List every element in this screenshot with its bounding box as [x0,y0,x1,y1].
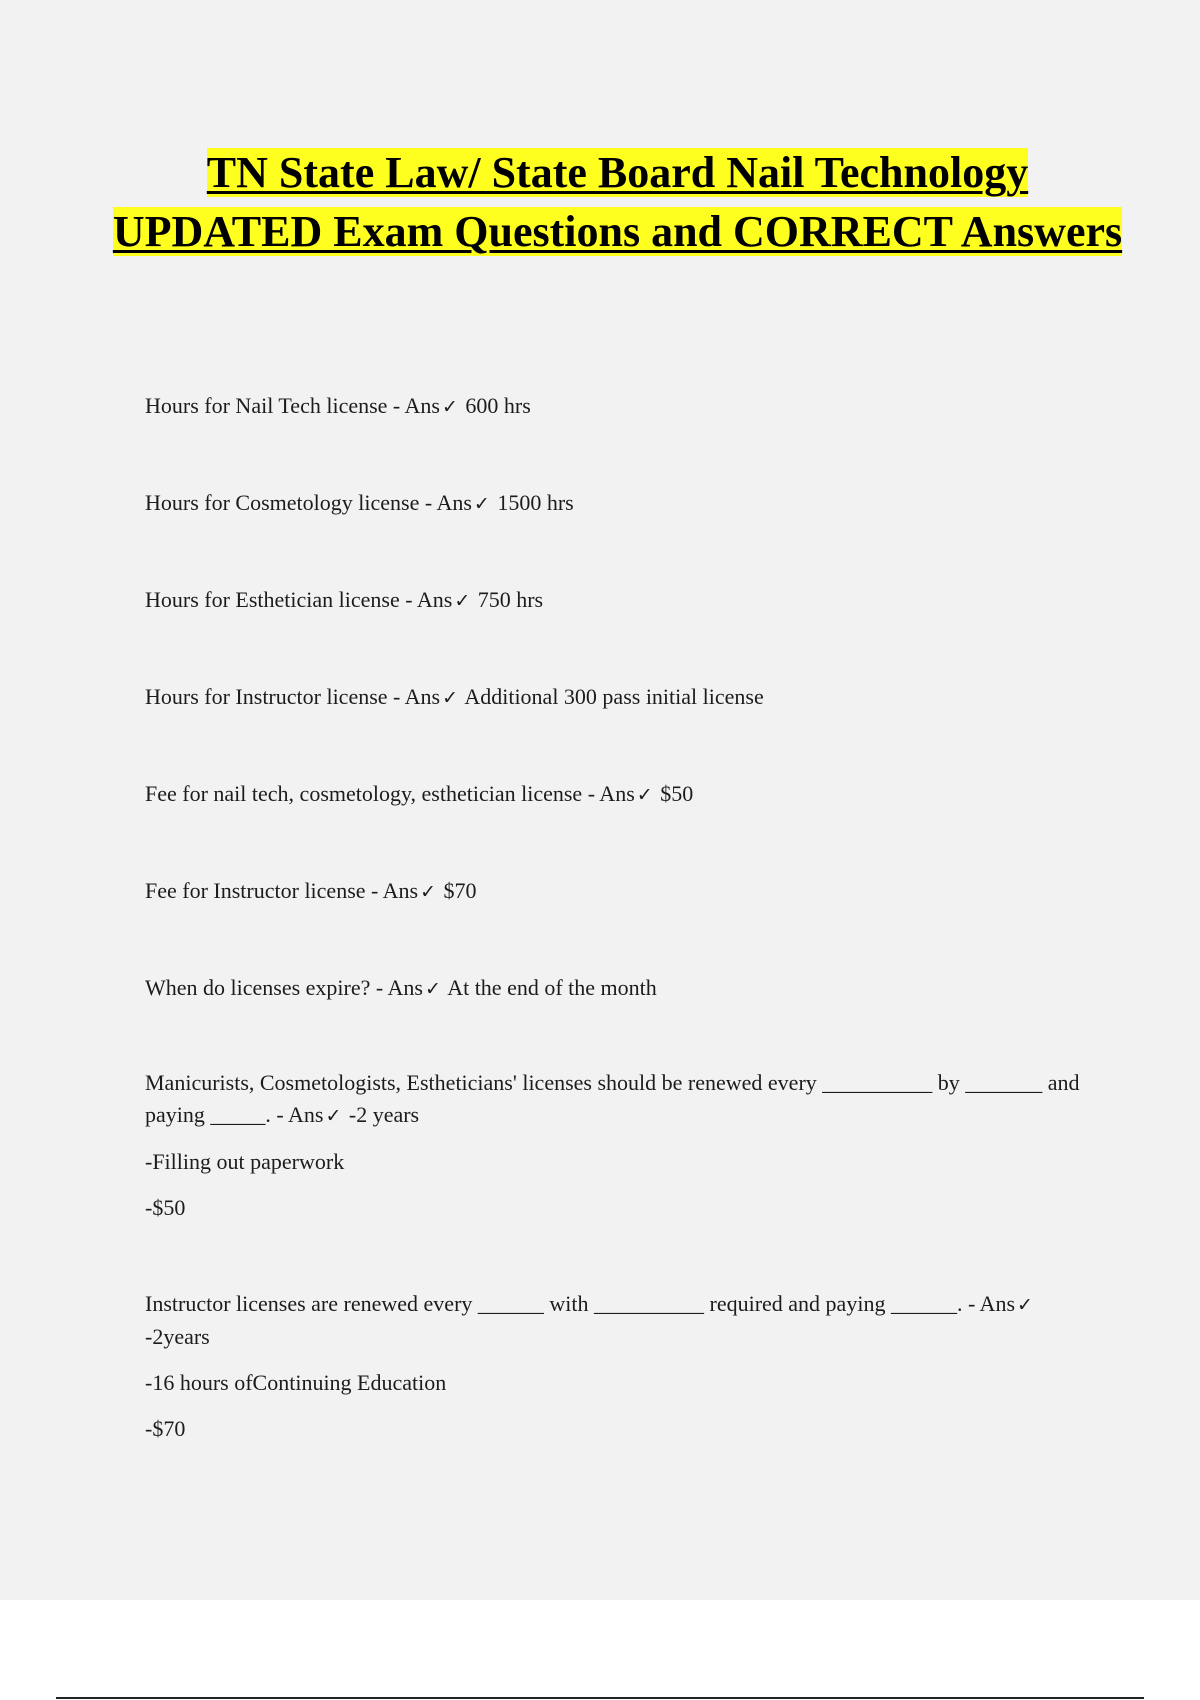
qa-item-license-expiry [145,972,1085,1005]
question-text: Hours for Esthetician license - Ans [145,587,453,612]
answer-text: At the end of the month [447,975,657,1000]
answer-extra-line: -16 hours ofContinuing Education [145,1370,447,1395]
answer-extra-line: -$70 [145,1416,186,1441]
footer-divider [56,1697,1144,1699]
checkmark-icon: ✓ [454,590,471,612]
checkmark-icon: ✓ [636,784,653,806]
title-block [100,143,1135,261]
answer-extra-line: -Filling out paperwork [145,1149,345,1174]
answer-text: -2 years [348,1102,420,1127]
question-text: Hours for Instructor license - Ans [145,684,441,709]
qa-line [145,487,1085,520]
answer-text: 750 hrs [477,587,544,612]
qa-item-esthetician-hours [145,584,1085,617]
qa-line [145,1067,1085,1132]
checkmark-icon: ✓ [424,978,441,1000]
checkmark-icon: ✓ [325,1105,342,1127]
question-text: When do licenses expire? - Ans [145,975,423,1000]
question-text: Fee for Instructor license - Ans [145,878,419,903]
qa-line [145,972,1085,1005]
qa-line [145,778,1085,811]
question-text: Hours for Nail Tech license - Ans [145,393,440,418]
answer-text: 600 hrs [465,393,531,418]
qa-line [145,390,1085,423]
answer-text: -2years [145,1324,210,1349]
answer-text: $50 [660,781,694,806]
qa-item-instructor-renewal [145,1288,1085,1445]
qa-line [145,584,1085,617]
question-text: Manicurists, Cosmetologists, Estheticians' licenses should be renewed every __________ by _______ and paying _____. - Ans [145,1070,1080,1127]
qa-item-license-fee [145,778,1085,811]
question-text: Hours for Cosmetology license - Ans [145,490,472,515]
answer-text: 1500 hrs [497,490,574,515]
document-title [100,143,1135,261]
checkmark-icon: ✓ [441,396,458,418]
qa-item-instructor-fee [145,875,1085,908]
checkmark-icon: ✓ [442,687,459,709]
checkmark-icon: ✓ [420,881,437,903]
checkmark-icon: ✓ [473,493,490,515]
question-text: Fee for nail tech, cosmetology, esthetician license - Ans [145,781,635,806]
qa-line [145,681,1085,714]
qa-line [145,1288,1085,1353]
qa-item-instructor-hours [145,681,1085,714]
checkmark-icon: ✓ [1017,1294,1033,1316]
qa-item-license-renewal [145,1067,1085,1224]
answer-text: $70 [443,878,477,903]
answer-extra-line: -$50 [145,1195,186,1220]
answer-text: Additional 300 pass initial license [464,684,764,709]
question-text: Instructor licenses are renewed every ______ with __________ required and paying ______. - Ans [145,1291,1015,1316]
qa-item-nail-tech-hours [145,390,1085,423]
document-title-text: TN State Law/ State Board Nail Technology UPDATED Exam Questions and CORRECT Answers [112,148,1123,256]
qa-item-cosmetology-hours [145,487,1085,520]
qa-line [145,875,1085,908]
